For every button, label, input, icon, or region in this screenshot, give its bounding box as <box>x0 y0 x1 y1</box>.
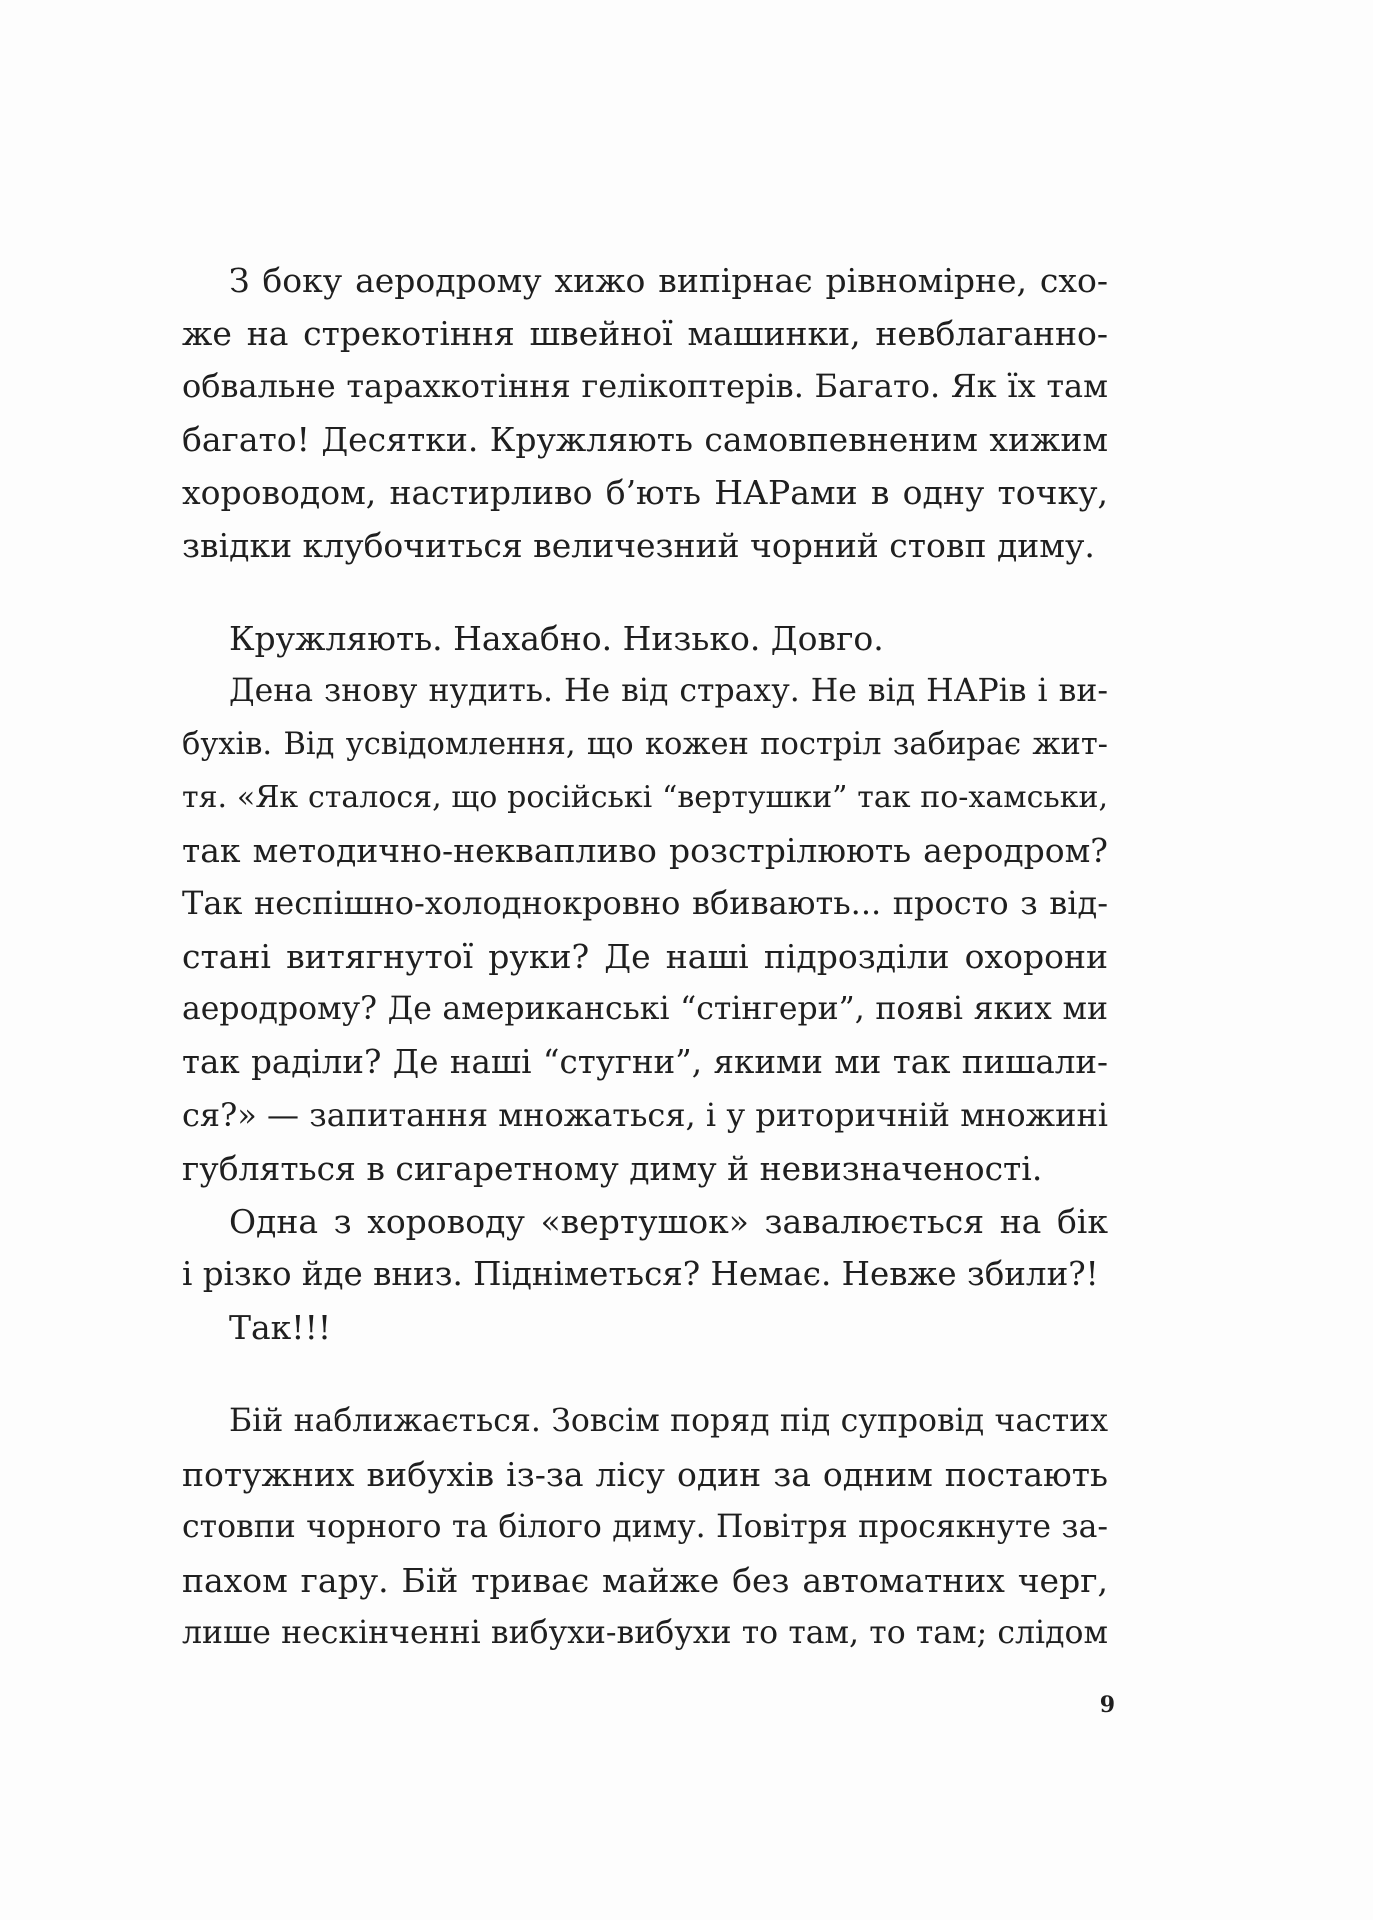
paragraph-5-line-1: Так!!! <box>229 1308 332 1347</box>
paragraph-3-line-9: ся?» — запитання множаться, і у риторичній множині <box>182 1096 1108 1134</box>
paragraph-3-line-3: тя. «Як сталося, що російські “вертушки” так по-хамськи, <box>182 780 1108 815</box>
paragraph-1-line-2: же на стрекотіння швейної машинки, невблаганно- <box>182 314 1108 353</box>
paragraph-3-line-6: стані витягнутої руки? Де наші підрозділи охорони <box>182 937 1108 976</box>
paragraph-6-line-1: Бій наближається. Зовсім поряд під супровід частих <box>229 1403 1108 1439</box>
paragraph-3-line-8: так раділи? Де наші “стугни”, якими ми так пишали- <box>182 1043 1108 1081</box>
paragraph-3-line-7: аеродрому? Де американські “стінгери”, появі яких ми <box>182 991 1108 1027</box>
paragraph-3-line-1: Дена знову нудить. Не від страху. Не від НАРів і ви- <box>229 673 1108 709</box>
paragraph-3-line-5: Так неспішно-холоднокровно вбивають... просто з від- <box>182 884 1108 922</box>
paragraph-4-line-1: Одна з хороводу «вертушок» завалюється на бік <box>229 1202 1108 1241</box>
paragraph-1-line-4: багато! Десятки. Кружляють самовпевненим хижим <box>182 420 1108 459</box>
paragraph-6-line-2: потужних вибухів із-за лісу один за одним постають <box>182 1455 1108 1494</box>
paragraph-2-line-1: Кружляють. Нахабно. Низько. Довго. <box>229 619 884 658</box>
paragraph-3-line-10: губляться в сигаретному диму й невизначеності. <box>182 1149 1043 1188</box>
text-block-3 <box>182 1395 1108 1660</box>
paragraph-4-line-2: і різко йде вниз. Підніметься? Немає. Невже збили?! <box>182 1255 1099 1293</box>
paragraph-3-line-4: так методично-неквапливо розстрілюють аеродром? <box>182 831 1108 870</box>
paragraph-1-line-1: З боку аеродрому хижо випірнає рівномірне, схо- <box>229 261 1108 300</box>
paragraph-1-line-6: звідки клубочиться величезний чорний стовп диму. <box>182 526 1095 565</box>
paragraph-3-line-2: бухів. Від усвідомлення, що кожен постріл забирає жит- <box>182 727 1108 762</box>
text-block-1 <box>182 254 1108 572</box>
paragraph-6-line-5: лише нескінченні вибухи-вибухи то там, то там; слідом <box>182 1615 1108 1651</box>
paragraph-1-line-3: обвальне тарахкотіння гелікоптерів. Багато. Як їх там <box>182 367 1108 405</box>
text-block-2 <box>182 612 1108 1354</box>
paragraph-6-line-3: стовпи чорного та білого диму. Повітря просякнуте за- <box>182 1509 1108 1545</box>
paragraph-6-line-4: пахом гару. Бій триває майже без автоматних черг, <box>182 1561 1108 1600</box>
paragraph-1-line-5: хороводом, настирливо б’ють НАРами в одну точку, <box>182 473 1108 512</box>
page-number: 9 <box>1099 1692 1115 1718</box>
